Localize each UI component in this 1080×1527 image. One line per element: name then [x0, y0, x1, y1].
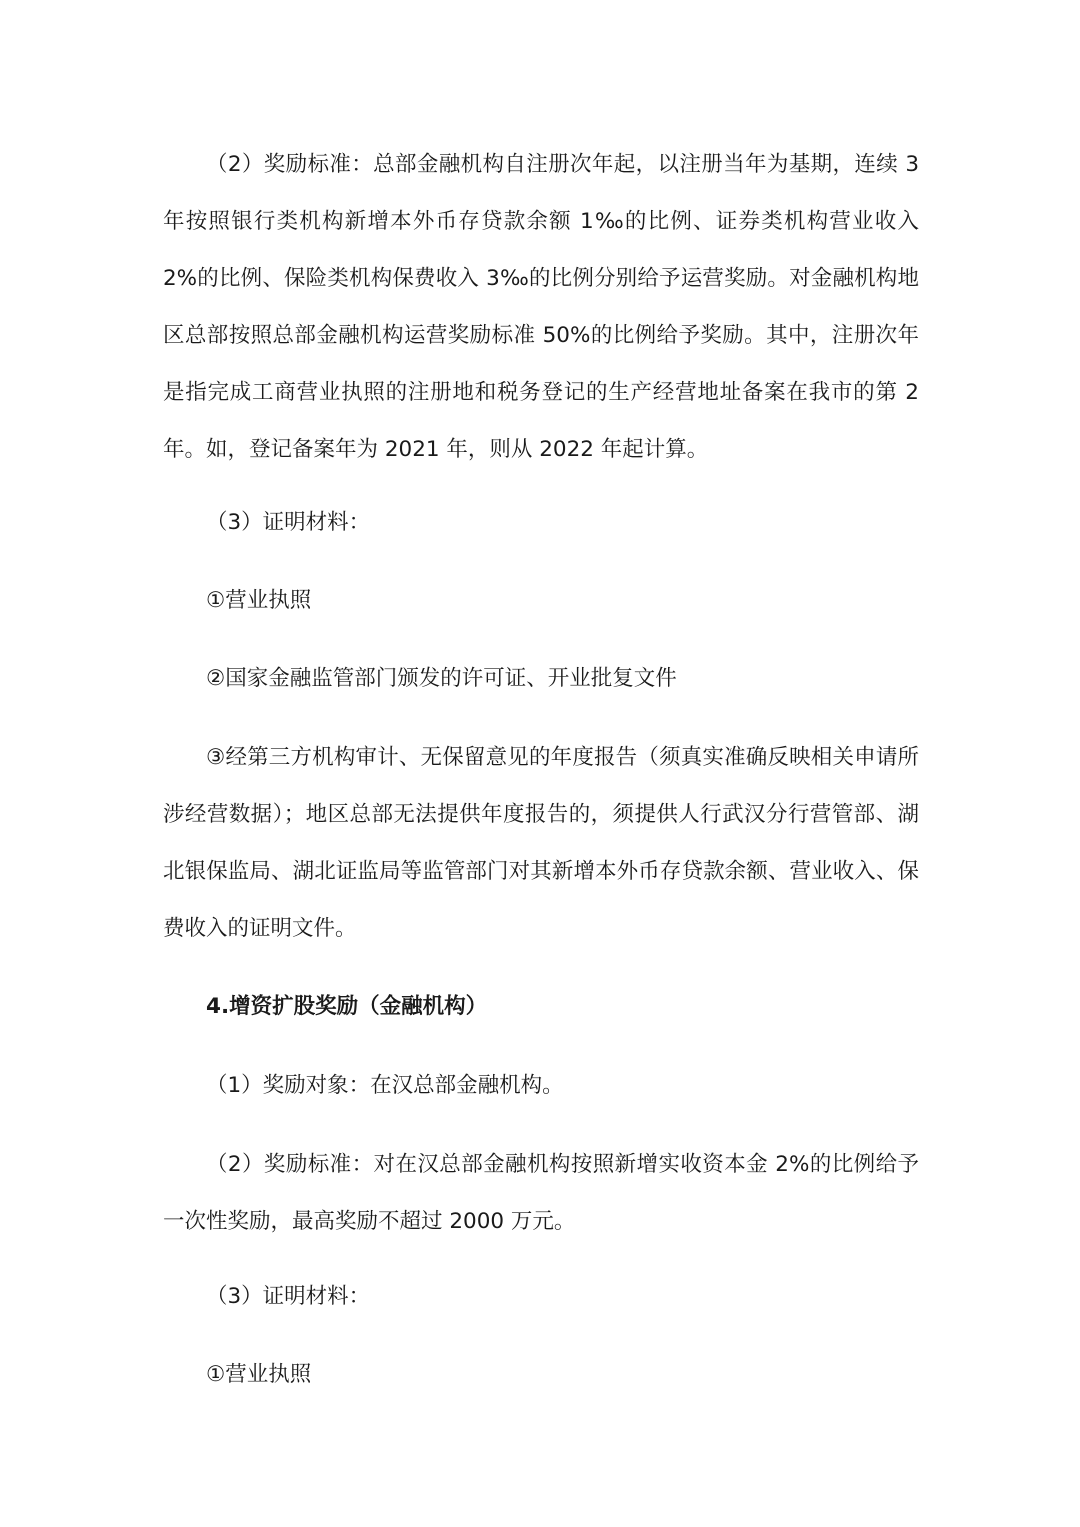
paragraph-proof-materials-heading: （3）证明材料：: [206, 510, 371, 535]
paragraph-reward-standard: （2）奖励标准：总部金融机构自注册次年起，以注册当年为基期，连续 3 年按照银行类机构新增本外币存贷款余额 1‰的比例、证券类机构营业收入 2%的比例、保险类机构保费收入 3‰的比例分别给予运营奖励。对金融机构地区总部按照总部金融机构运营奖励标准 50%的比例给予奖励。其中，注册次年是指完成工商营业执照的注册地和税务登记的生产经营地址备案在我市的第 2 年。如，登记备案年为 2021 年，则从 2022 年起计算。: [163, 152, 919, 462]
paragraph-proof-materials-heading-2: （3）证明材料：: [206, 1284, 371, 1309]
paragraph-reward-target: （1）奖励对象：在汉总部金融机构。: [206, 1073, 564, 1098]
paragraph-business-license-2: ①营业执照: [206, 1362, 312, 1387]
paragraph-license-approval: ②国家金融监管部门颁发的许可证、开业批复文件: [206, 666, 677, 691]
section-heading-capital-increase: 4.增资扩股奖励（金融机构）: [206, 994, 488, 1019]
paragraph-annual-report: ③经第三方机构审计、无保留意见的年度报告（须真实准确反映相关申请所涉经营数据）；地区总部无法提供年度报告的，须提供人行武汉分行营管部、湖北银保监局、湖北证监局等监管部门对其新增本外币存贷款余额、营业收入、保费收入的证明文件。: [163, 745, 919, 941]
paragraph-reward-standard-capital: （2）奖励标准：对在汉总部金融机构按照新增实收资本金 2%的比例给予一次性奖励，最高奖励不超过 2000 万元。: [163, 1152, 919, 1234]
paragraph-business-license: ①营业执照: [206, 588, 312, 613]
